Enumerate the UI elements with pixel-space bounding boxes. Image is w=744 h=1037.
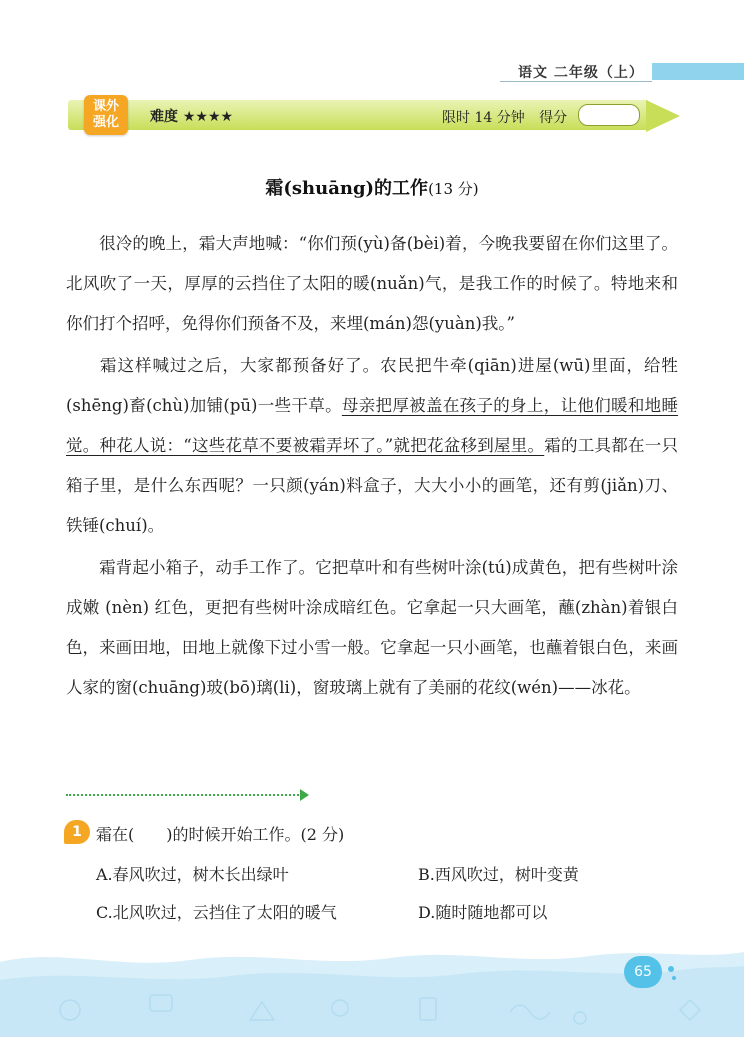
- page-header: [500, 60, 744, 82]
- question-stem: 霜在( )的时候开始工作。(2 分): [96, 825, 345, 844]
- option-b[interactable]: B.西风吹过，树叶变黄: [418, 865, 579, 884]
- title-points: (13 分): [428, 180, 479, 198]
- paragraph-2-text-a: 霜这样喊过之后，大家都预备好了。农民把牛牵(qiān)进屋(wū)里面，给牲(shēng)畜(chù)加铺(pū)一些干草。: [66, 356, 678, 415]
- title-text: 霜(shuāng)的工作: [265, 178, 429, 199]
- time-limit-group: [442, 107, 567, 127]
- paragraph-1: [66, 224, 678, 344]
- badge-line2: 强化: [92, 115, 119, 130]
- question-number-badge: 1: [64, 820, 90, 844]
- score-input[interactable]: [578, 104, 640, 126]
- paragraph-2-text-b: 霜的工具都在一只箱子里，是什么东西呢？一只颜(yán)料盒子，大大小小的画笔，还有剪(jiǎn)刀、铁锤(chuí)。: [66, 436, 679, 535]
- page-number-dot: [668, 966, 674, 972]
- paragraph-3: [66, 548, 678, 708]
- paragraph-3-text: 霜背起小箱子，动手工作了。它把草叶和有些树叶涂(tú)成黄色，把有些树叶涂成嫩 (nèn) 红色，更把有些树叶涂成暗红色。它拿起一只大画笔，蘸(zhàn)着银白色，来画田地，田地上就像下过小雪一般。它拿起一只小画笔，也蘸着银白色，来画人家的窗(chuāng)玻(bō)璃(li)，窗玻璃上就有了美丽的花纹(wén)——冰花。: [66, 558, 678, 697]
- option-a[interactable]: A.春风吹过，树木长出绿叶: [96, 865, 289, 884]
- header-rule: [500, 81, 652, 82]
- divider-arrow-icon: [300, 789, 309, 801]
- subject-grade: 语文 二年级（上）: [518, 65, 644, 81]
- footer-wave-decoration: [0, 940, 744, 1037]
- option-c[interactable]: C.北风吹过，云挡住了太阳的暖气: [96, 903, 337, 922]
- difficulty-rating: 难度 ★★★★: [150, 109, 234, 125]
- option-d[interactable]: D.随时随地都可以: [418, 903, 548, 922]
- underlined-sentence: 母亲把厚被盖在孩子的身上，让他们暖和地睡觉。种花人说：“这些花草不要被霜弄坏了。”就把花盆移到屋里。: [66, 396, 678, 455]
- article-title: [0, 174, 744, 200]
- badge-line1: 课外: [92, 99, 119, 114]
- header-color-bar: [652, 63, 744, 80]
- banner-arrow-icon: [646, 98, 680, 134]
- paragraph-2: [66, 346, 678, 546]
- dotted-divider: [66, 794, 302, 796]
- exercise-banner: [68, 98, 682, 134]
- paragraph-1-text: 很冷的晚上，霜大声地喊：“你们预(yù)备(bèi)着，今晚我要留在你们这里了。北风吹了一天，厚厚的云挡住了太阳的暖(nuǎn)气，是我工作的时候了。特地来和你们打个招呼，免得你们预备不及，来埋(mán)怨(yuàn)我。”: [66, 234, 678, 333]
- page-number-dot: [672, 976, 676, 980]
- extracurricular-badge: [84, 95, 128, 135]
- page-number: 65: [624, 956, 662, 988]
- score-label: 得分: [539, 110, 568, 126]
- time-limit: 限时 14 分钟: [442, 110, 525, 126]
